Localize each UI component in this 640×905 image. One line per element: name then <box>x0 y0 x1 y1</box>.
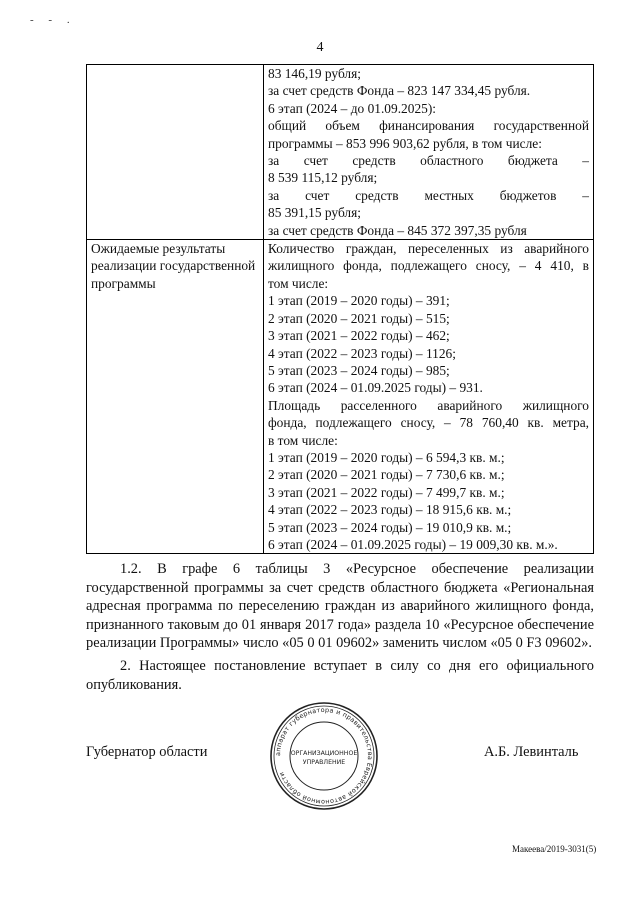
text-line: 3 этап (2021 – 2022 годы) – 462; <box>268 328 450 344</box>
official-seal-stamp <box>268 700 380 812</box>
text-line: жилищного фонда, подлежащего сносу, – 4 410, в <box>268 258 589 274</box>
text-line: 8 539 115,12 рубля; <box>268 170 378 186</box>
text-line: Площадь расселенного аварийного жилищного <box>268 397 589 413</box>
signatory-title: Губернатор области <box>86 744 208 760</box>
table-row <box>87 240 594 554</box>
text-line: программы – 853 996 903,62 рубля, в том числе: <box>268 135 542 151</box>
seal-center-line-2: УПРАВЛЕНИЕ <box>302 759 346 766</box>
text-line: за счет средств местных бюджетов – <box>268 187 589 203</box>
page-number: 4 <box>316 40 324 55</box>
row1-label-cell <box>87 65 264 240</box>
seal-center-line-1: ОРГАНИЗАЦИОННОЕ <box>290 750 358 757</box>
text-line: 3 этап (2021 – 2022 годы) – 7 499,7 кв. м.; <box>268 484 505 500</box>
text-line: 2 этап (2020 – 2021 годы) – 515; <box>268 310 450 326</box>
paragraph-1-2: 1.2. В графе 6 таблицы 3 «Ресурсное обеспечение реализации государственной программы за счет средств областного бюджета «Региональная адресная программа по переселению граждан из аварийного жилищного фонда, признанного таковым до 01 января 2017 года» раздела 10 «Ресурсное обеспечение реализации Программы» число «05 0 01 09602» заменить числом «05 0 F3 09602». <box>86 561 594 652</box>
text-line: 4 этап (2022 – 2023 годы) – 18 915,6 кв. м.; <box>268 502 512 518</box>
text-line: 6 этап (2024 – 01.09.2025 годы) – 931. <box>268 380 483 396</box>
scan-marks: - - . <box>30 14 76 26</box>
text-line: за счет средств областного бюджета – <box>268 153 589 169</box>
seal-ring-text: аппарат губернатора и правительства Еврейской автономной области <box>273 705 375 807</box>
text-line: 85 391,15 рубля; <box>268 205 361 221</box>
document-code: Макеева/2019-3031(5) <box>512 844 597 854</box>
text-line: за счет средств Фонда – 823 147 334,45 рубля. <box>268 83 531 99</box>
program-passport-table <box>86 64 594 554</box>
text-line: 1 этап (2019 – 2020 годы) – 391; <box>268 293 450 309</box>
resolution-body <box>86 560 594 698</box>
text-line: 4 этап (2022 – 2023 годы) – 1126; <box>268 345 456 361</box>
text-line: в том числе: <box>268 432 338 448</box>
text-line: том числе: <box>268 275 329 291</box>
text-line: 83 146,19 рубля; <box>268 66 361 81</box>
row1-content-cell <box>264 65 594 240</box>
signatory-name: А.Б. Левинталь <box>484 744 579 760</box>
paragraph-2: 2. Настоящее постановление вступает в силу со дня его официального опубликования. <box>86 657 594 693</box>
text-line: 2 этап (2020 – 2021 годы) – 7 730,6 кв. м.; <box>268 467 505 483</box>
text-line: фонда, подлежащего сносу, – 78 760,40 кв. метра, <box>268 415 589 431</box>
text-line: за счет средств Фонда – 845 372 397,35 рубля <box>268 222 527 238</box>
table-row <box>87 65 594 240</box>
text-line: 5 этап (2023 – 2024 годы) – 19 010,9 кв. м.; <box>268 519 512 535</box>
text-line: 6 этап (2024 – до 01.09.2025): <box>268 100 437 116</box>
row2-label-cell: Ожидаемые результаты реализации государственной программы <box>87 240 264 554</box>
row2-content-cell <box>264 240 594 554</box>
text-line: 5 этап (2023 – 2024 годы) – 985; <box>268 362 450 378</box>
text-line: Количество граждан, переселенных из аварийного <box>268 241 589 257</box>
text-line: общий объем финансирования государственной <box>268 118 589 134</box>
text-line: 6 этап (2024 – 01.09.2025 годы) – 19 009,30 кв. м.». <box>268 536 558 552</box>
text-line: 1 этап (2019 – 2020 годы) – 6 594,3 кв. м.; <box>268 449 505 465</box>
